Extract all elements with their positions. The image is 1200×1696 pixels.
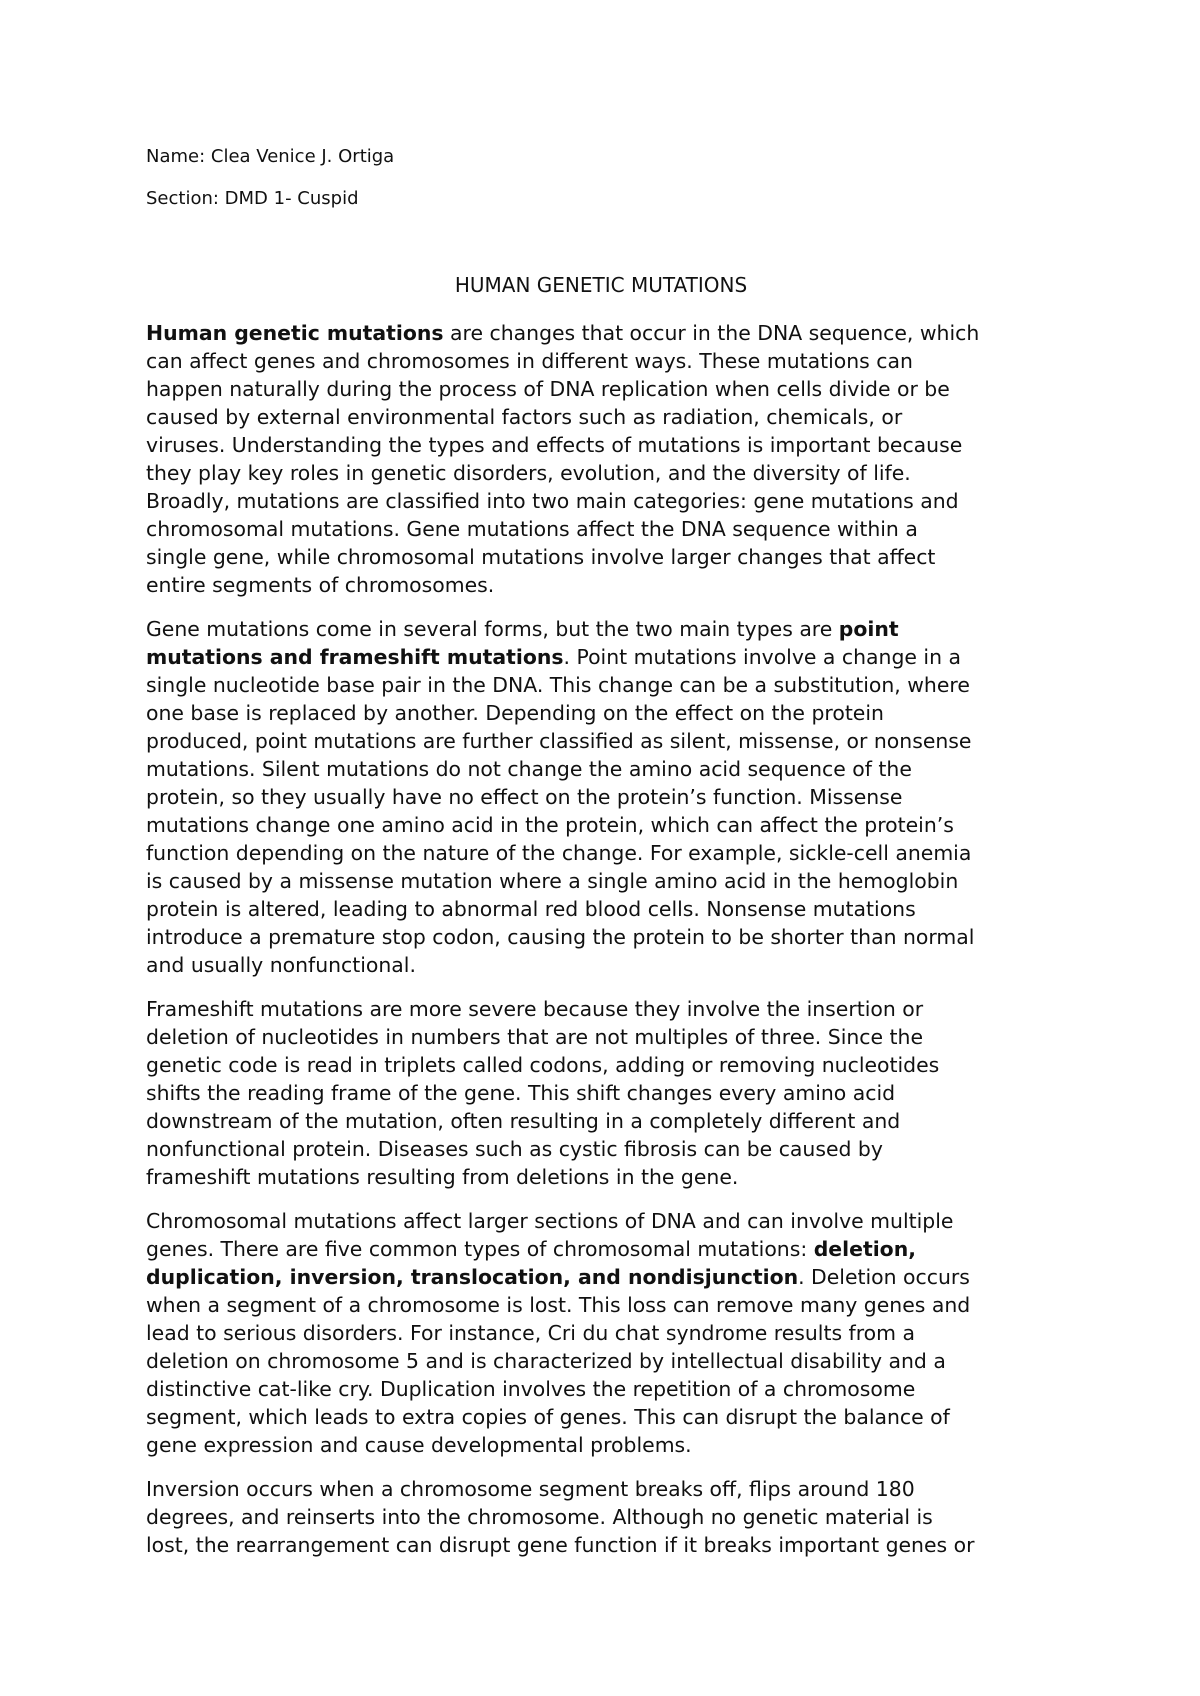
text-line [146, 867, 1066, 895]
text-segment: entire segments of chromosomes. [146, 573, 495, 597]
text-segment: one base is replaced by another. Depending on the effect on the protein [146, 701, 884, 725]
text-segment: deletion on chromosome 5 and is characterized by intellectual disability and a [146, 1349, 946, 1373]
text-line [146, 1347, 1066, 1375]
text-line [146, 1531, 1066, 1559]
text-line [146, 1107, 1066, 1135]
text-line [146, 1431, 1066, 1459]
text-line [146, 459, 1066, 487]
text-segment: protein is altered, leading to abnormal red blood cells. Nonsense mutations [146, 897, 916, 921]
text-line [146, 1319, 1066, 1347]
text-line [146, 543, 1066, 571]
student-name: Name: Clea Venice J. Ortiga [146, 146, 395, 167]
text-line [146, 1051, 1066, 1079]
text-line [146, 1023, 1066, 1051]
text-segment: Broadly, mutations are classified into two main categories: gene mutations and [146, 489, 959, 513]
text-line [146, 643, 1066, 671]
text-segment: single gene, while chromosomal mutations involve larger changes that affect [146, 545, 936, 569]
text-segment: viruses. Understanding the types and effects of mutations is important because [146, 433, 963, 457]
text-line [146, 615, 1066, 643]
text-line [146, 755, 1066, 783]
text-line [146, 375, 1066, 403]
text-segment: downstream of the mutation, often resulting in a completely different and [146, 1109, 901, 1133]
text-segment: segment, which leads to extra copies of genes. This can disrupt the balance of [146, 1405, 950, 1429]
text-segment: can affect genes and chromosomes in different ways. These mutations can [146, 349, 913, 373]
text-line [146, 727, 1066, 755]
text-line [146, 319, 1066, 347]
text-segment: and usually nonfunctional. [146, 953, 416, 977]
text-line [146, 671, 1066, 699]
bold-text: duplication, inversion, translocation, and nondisjunction [146, 1265, 799, 1289]
text-segment: Inversion occurs when a chromosome segment breaks off, flips around 180 [146, 1477, 915, 1501]
text-segment: deletion of nucleotides in numbers that are not multiples of three. Since the [146, 1025, 923, 1049]
text-segment: Frameshift mutations are more severe because they involve the insertion or [146, 997, 924, 1021]
text-segment: chromosomal mutations. Gene mutations affect the DNA sequence within a [146, 517, 918, 541]
paragraph [146, 1207, 1066, 1459]
text-segment: Chromosomal mutations affect larger sections of DNA and can involve multiple [146, 1209, 954, 1233]
paragraph [146, 615, 1066, 979]
document-title: HUMAN GENETIC MUTATIONS [454, 273, 748, 297]
text-line [146, 1135, 1066, 1163]
text-line [146, 839, 1066, 867]
text-segment: function depending on the nature of the change. For example, sickle-cell anemia [146, 841, 972, 865]
paragraph [146, 1475, 1066, 1559]
text-segment: when a segment of a chromosome is lost. This loss can remove many genes and [146, 1293, 971, 1317]
text-segment: frameshift mutations resulting from deletions in the gene. [146, 1165, 739, 1189]
text-line [146, 699, 1066, 727]
text-segment: mutations. Silent mutations do not change the amino acid sequence of the [146, 757, 912, 781]
text-line [146, 1163, 1066, 1191]
text-line [146, 1375, 1066, 1403]
text-line [146, 1503, 1066, 1531]
text-segment: caused by external environmental factors such as radiation, chemicals, or [146, 405, 903, 429]
text-segment: Gene mutations come in several forms, but the two main types are [146, 617, 839, 641]
text-segment: are changes that occur in the DNA sequence, which [443, 321, 980, 345]
text-line [146, 951, 1066, 979]
text-line [146, 515, 1066, 543]
text-line [146, 923, 1066, 951]
text-segment: shifts the reading frame of the gene. This shift changes every amino acid [146, 1081, 896, 1105]
text-line [146, 431, 1066, 459]
text-line [146, 403, 1066, 431]
text-line [146, 1079, 1066, 1107]
text-segment: genetic code is read in triplets called codons, adding or removing nucleotides [146, 1053, 940, 1077]
text-segment: protein, so they usually have no effect on the protein’s function. Missense [146, 785, 903, 809]
text-segment: gene expression and cause developmental problems. [146, 1433, 692, 1457]
paragraph [146, 319, 1066, 599]
text-line [146, 783, 1066, 811]
text-line [146, 1475, 1066, 1503]
text-segment: produced, point mutations are further classified as silent, missense, or nonsense [146, 729, 972, 753]
text-segment: single nucleotide base pair in the DNA. This change can be a substitution, where [146, 673, 970, 697]
text-segment: introduce a premature stop codon, causing the protein to be shorter than normal [146, 925, 975, 949]
bold-text: deletion, [813, 1237, 916, 1261]
text-line [146, 347, 1066, 375]
text-line [146, 1207, 1066, 1235]
text-segment: lead to serious disorders. For instance, Cri du chat syndrome results from a [146, 1321, 915, 1345]
text-line [146, 1403, 1066, 1431]
text-line [146, 571, 1066, 599]
text-line [146, 811, 1066, 839]
text-segment: . Deletion occurs [798, 1265, 970, 1289]
text-line [146, 487, 1066, 515]
text-line [146, 995, 1066, 1023]
bold-text: point [838, 617, 899, 641]
paragraph [146, 995, 1066, 1191]
text-segment: distinctive cat-like cry. Duplication involves the repetition of a chromosome [146, 1377, 916, 1401]
text-line [146, 1263, 1066, 1291]
document-body [146, 319, 1066, 1575]
text-segment: nonfunctional protein. Diseases such as cystic fibrosis can be caused by [146, 1137, 883, 1161]
text-segment: genes. There are five common types of chromosomal mutations: [146, 1237, 814, 1261]
text-line [146, 1235, 1066, 1263]
text-segment: happen naturally during the process of DNA replication when cells divide or be [146, 377, 950, 401]
text-segment: they play key roles in genetic disorders, evolution, and the diversity of life. [146, 461, 911, 485]
bold-text: Human genetic mutations [146, 321, 444, 345]
text-segment: is caused by a missense mutation where a single amino acid in the hemoglobin [146, 869, 959, 893]
bold-text: mutations and frameshift mutations [146, 645, 564, 669]
text-segment: . Point mutations involve a change in a [563, 645, 961, 669]
text-segment: mutations change one amino acid in the protein, which can affect the protein’s [146, 813, 954, 837]
text-segment: lost, the rearrangement can disrupt gene function if it breaks important genes or [146, 1533, 975, 1557]
text-segment: degrees, and reinserts into the chromosome. Although no genetic material is [146, 1505, 933, 1529]
student-section: Section: DMD 1- Cuspid [146, 188, 359, 209]
text-line [146, 895, 1066, 923]
text-line [146, 1291, 1066, 1319]
